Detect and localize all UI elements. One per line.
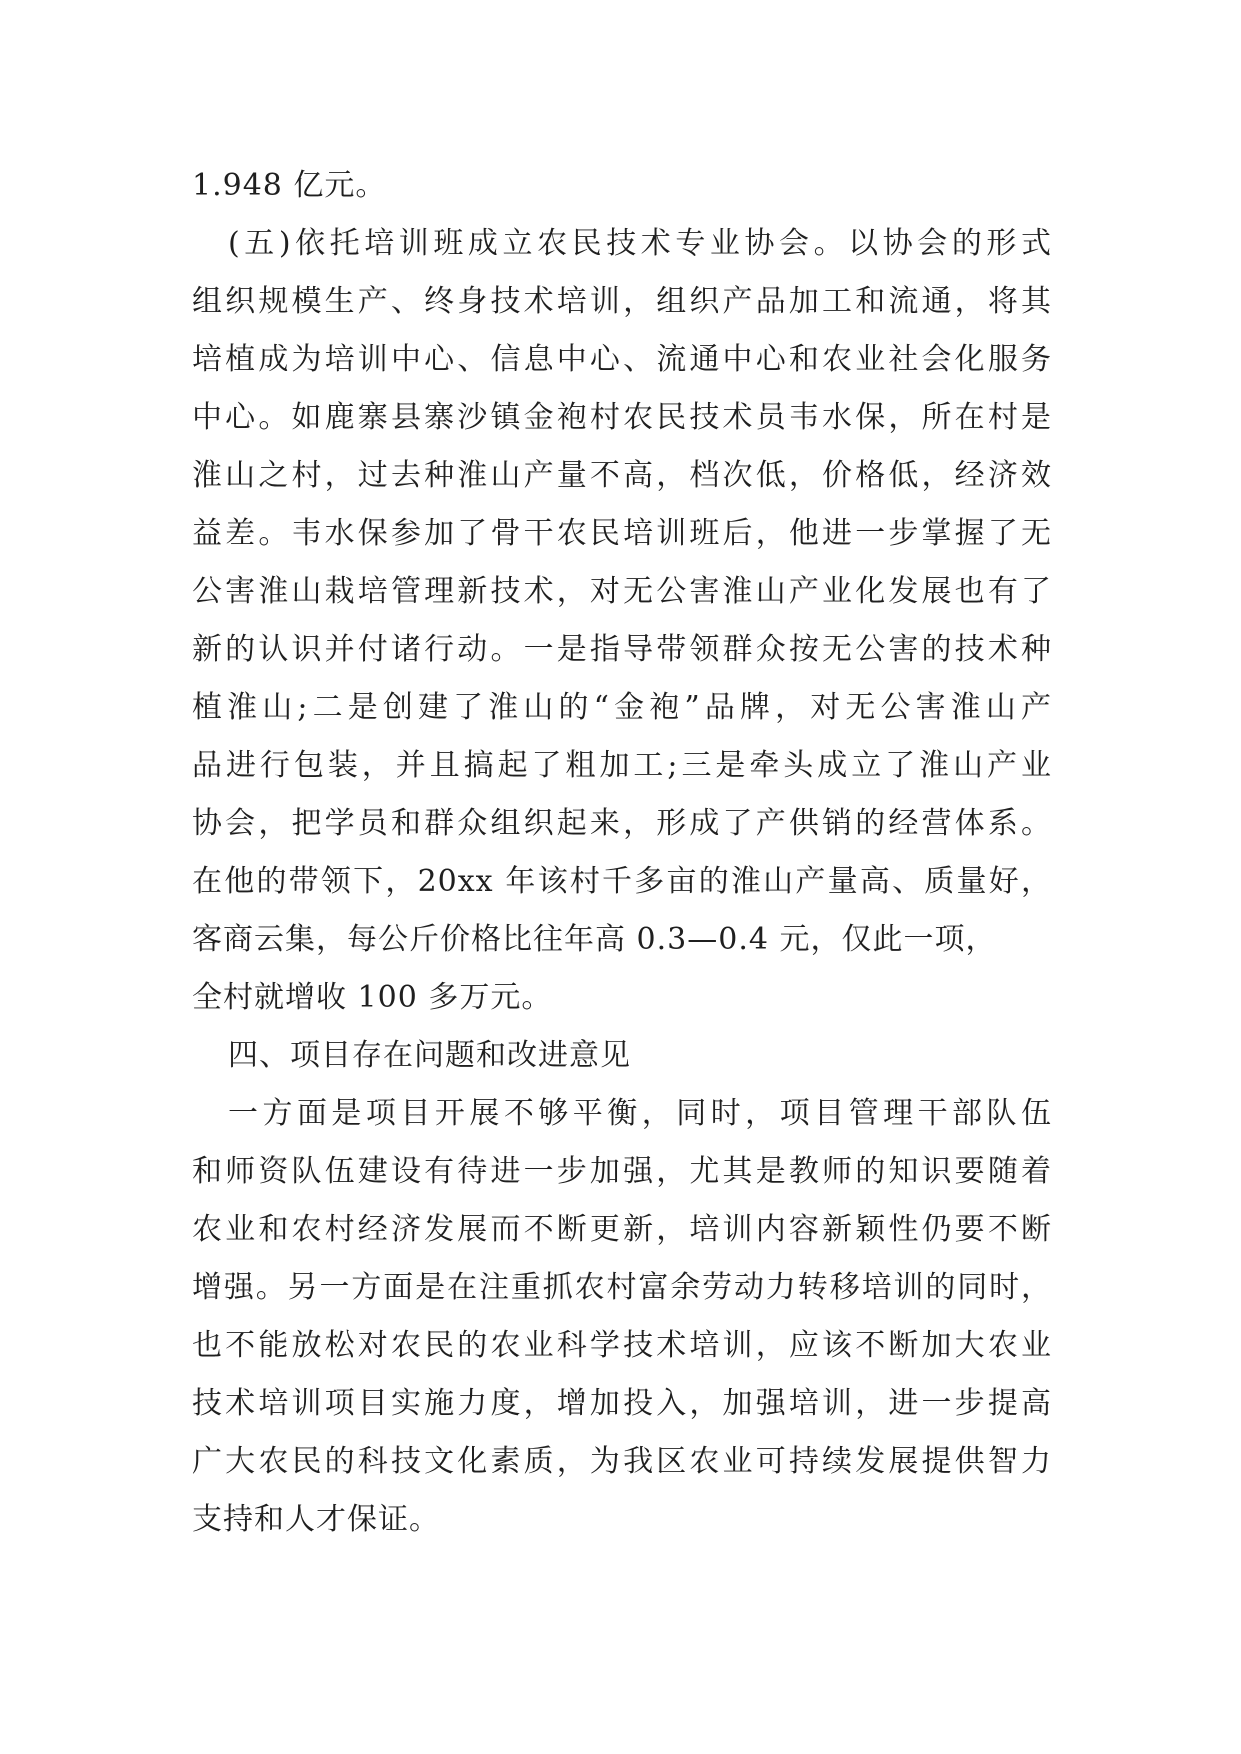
text-line: 公害淮山栽培管理新技术，对无公害淮山产业化发展也有了 [192,574,1052,609]
text-line: 品进行包装，并且搞起了粗加工;三是牵头成立了淮山产业 [192,748,1052,783]
text-line: 广大农民的科技文化素质，为我区农业可持续发展提供智力 [192,1444,1052,1479]
text-line: 支持和人才保证。 [192,1502,440,1537]
document-body [192,157,1052,1549]
text-line: 益差。韦水保参加了骨干农民培训班后，他进一步掌握了无 [192,516,1052,551]
text-line: 客商云集，每公斤价格比往年高 0.3—0.4 元，仅此一项， [192,922,997,957]
text-line: 也不能放松对农民的农业科学技术培训，应该不断加大农业 [192,1328,1052,1363]
text-line: 1.948 亿元。 [192,168,387,203]
text-line: 增强。另一方面是在注重抓农村富余劳动力转移培训的同时， [192,1270,1052,1305]
text-line: 在他的带领下，20xx 年该村千多亩的淮山产量高、质量好， [192,864,1052,899]
text-line: 培植成为培训中心、信息中心、流通中心和农业社会化服务 [192,342,1052,377]
paragraph-continuation [192,157,1052,215]
text-line: 植淮山;二是创建了淮山的“金袍”品牌，对无公害淮山产 [192,690,1052,725]
text-line: 技术培训项目实施力度，增加投入，加强培训，进一步提高 [192,1386,1052,1421]
text-line: (五)依托培训班成立农民技术专业协会。以协会的形式 [228,226,1052,261]
paragraph-improvements [192,1085,1052,1549]
text-line: 新的认识并付诸行动。一是指导带领群众按无公害的技术种 [192,632,1052,667]
section-heading [192,1027,1052,1085]
text-line: 中心。如鹿寨县寨沙镇金袍村农民技术员韦水保，所在村是 [192,400,1052,435]
text-line: 和师资队伍建设有待进一步加强，尤其是教师的知识要随着 [192,1154,1052,1189]
text-line: 协会，把学员和群众组织起来，形成了产供销的经营体系。 [192,806,1052,841]
text-line: 淮山之村，过去种淮山产量不高，档次低，价格低，经济效 [192,458,1052,493]
text-line: 一方面是项目开展不够平衡，同时，项目管理干部队伍 [228,1096,1052,1131]
text-line: 组织规模生产、终身技术培训，组织产品加工和流通，将其 [192,284,1052,319]
text-line: 农业和农村经济发展而不断更新，培训内容新颖性仍要不断 [192,1212,1052,1247]
section-heading-text: 四、项目存在问题和改进意见 [228,1038,631,1073]
text-line: 全村就增收 100 多万元。 [192,980,553,1015]
paragraph-association [192,215,1052,1027]
